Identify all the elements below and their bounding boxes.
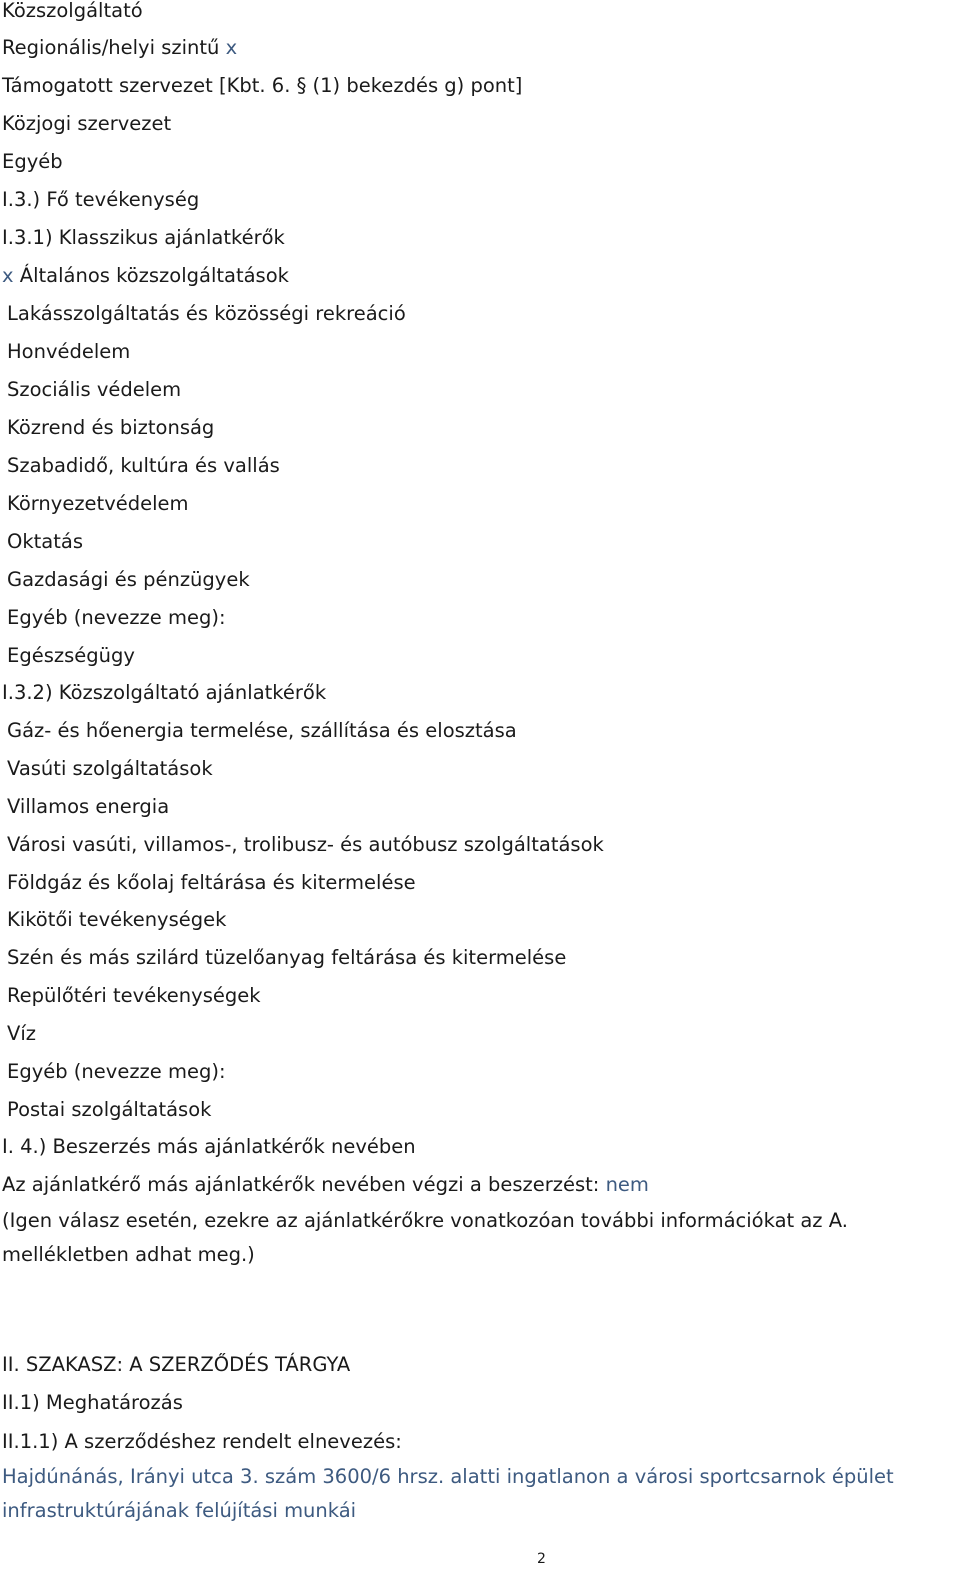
utility-item: Földgáz és kőolaj feltárása és kitermelése [7,871,416,894]
regionalis-label: Regionális/helyi szintű [2,36,226,59]
beszerzes-value: nem [605,1173,649,1196]
heading-fo-tevekenyseg: I.3.) Fő tevékenység [2,188,200,211]
line-beszerzes-mas-nevében [2,1172,649,1198]
utility-item: Gáz- és hőenergia termelése, szállítása és elosztása [7,719,517,742]
heading-kozszolgaltato-ajanlatkerok: I.3.2) Közszolgáltató ajánlatkérők [2,681,327,704]
heading-klasszikus-ajanlatkerok: I.3.1) Klasszikus ajánlatkérők [2,226,285,249]
line-regionalis [2,35,237,61]
line-kozjogi-szervezet: Közjogi szervezet [2,112,172,135]
classic-item: Egészségügy [7,644,135,667]
section-heading-szerzodes-targya: II. SZAKASZ: A SZERZŐDÉS TÁRGYA [2,1353,351,1376]
beszerzes-label: Az ajánlatkérő más ajánlatkérők nevében végzi a beszerzést: [2,1173,606,1196]
altalanos-check-mark: x [2,264,14,287]
note-igen-valasz: (Igen válasz esetén, ezekre az ajánlatkérőkre vonatkozóan további információkat az A. mellékletben adhat meg.) [2,1209,848,1266]
line-tamogatott-szervezet: Támogatott szervezet [Kbt. 6. § (1) bekezdés g) pont] [2,74,523,97]
line-altalanos-kozszolgaltatasok [2,263,289,289]
regionalis-check-mark: x [225,36,238,59]
line-egyeb: Egyéb [2,150,63,173]
altalanos-label: Általános közszolgáltatások [13,264,289,287]
classic-item: Környezetvédelem [7,492,189,515]
classic-item: Oktatás [7,530,83,553]
page-number: 2 [537,1551,546,1567]
utility-item: Szén és más szilárd tüzelőanyag feltárása és kitermelése [7,946,567,969]
utility-item: Egyéb (nevezze meg): [7,1060,226,1083]
utility-item: Kikötői tevékenységek [7,908,227,931]
utility-item: Postai szolgáltatások [7,1098,212,1121]
classic-item: Lakásszolgáltatás és közösségi rekreáció [7,302,406,325]
utility-item: Vasúti szolgáltatások [7,757,213,780]
classic-item: Gazdasági és pénzügyek [7,568,250,591]
heading-meghatarozas: II.1) Meghatározás [2,1391,183,1414]
utility-item: Repülőtéri tevékenységek [7,984,261,1007]
utility-item: Villamos energia [7,795,170,818]
line-kozszolgaltato: Közszolgáltató [2,0,143,22]
classic-item: Egyéb (nevezze meg): [7,606,226,629]
classic-item: Honvédelem [7,340,131,363]
utility-item: Városi vasúti, villamos-, trolibusz- és autóbusz szolgáltatások [7,833,604,856]
heading-szerzodes-elnevezes: II.1.1) A szerződéshez rendelt elnevezés: [2,1430,402,1453]
utility-item: Víz [7,1022,36,1045]
classic-item: Szociális védelem [7,378,182,401]
heading-beszerzes-mas-nevében: I. 4.) Beszerzés más ajánlatkérők nevében [2,1135,416,1158]
classic-item: Szabadidő, kultúra és vallás [7,454,280,477]
contract-title-value: Hajdúnánás, Irányi utca 3. szám 3600/6 hrsz. alatti ingatlanon a városi sportcsarnok épület infrastruktúrájának felújítási munkái [2,1465,894,1522]
classic-item: Közrend és biztonság [7,416,215,439]
